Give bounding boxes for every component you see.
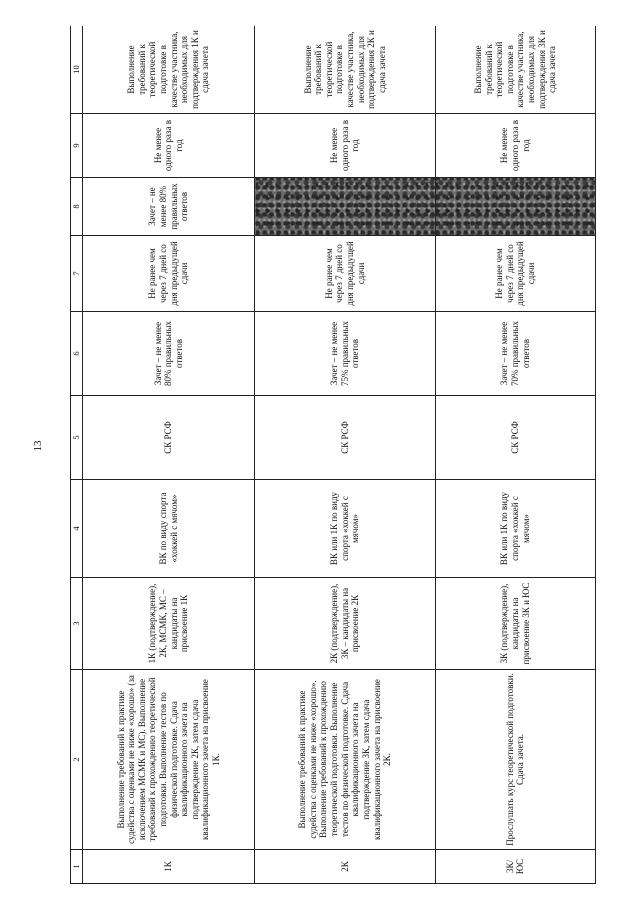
table-row — [83, 26, 255, 884]
candidates-cell: 3К (подтверждение), кандидаты на присвоение 3К и ЮС — [435, 578, 595, 670]
col-header-6: 6 — [71, 312, 83, 396]
candidates-cell: 2К (подтверждение), 3К – кандидаты на присвоение 2К — [255, 578, 435, 670]
practice-criteria-cell: Зачет – не менее 80% правильных ответов — [83, 178, 255, 236]
redacted-cell — [435, 178, 595, 236]
redacted-cell — [255, 178, 435, 236]
organizer-cell: СК РСФ — [255, 396, 435, 480]
conditions-cell: Выполнение требований к теоретической подготовке в качестве участника, необходимых для подтверждения 3К и сдача зачета — [435, 26, 595, 114]
requirements-table-container — [70, 26, 596, 884]
theory-criteria-cell: Зачет – не менее 80% правильных ответов — [83, 312, 255, 396]
requirements-table — [70, 26, 596, 884]
conditions-cell: Выполнение требований к теоретической подготовке в качестве участника, необходимых для подтверждения 2К и сдача зачета — [255, 26, 435, 114]
col-header-1: 1 — [71, 850, 83, 884]
table-row — [255, 26, 435, 884]
retake-cell: Не ранее чем через 7 дней со дня предыдущей сдачи — [83, 236, 255, 312]
requirements-cell: Прослушать курс теоретической подготовки. Сдача зачета. — [435, 670, 595, 850]
table-row — [435, 26, 595, 884]
col-header-10: 10 — [71, 26, 83, 114]
examiner-cell: ВК или 1К по виду спорта «хоккей с мячом» — [255, 480, 435, 578]
page-number: 13 — [32, 440, 44, 452]
examiner-cell: ВК по виду спорта «хоккей с мячом» — [83, 480, 255, 578]
theory-criteria-cell: Зачет – не менее 70% правильных ответов — [435, 312, 595, 396]
organizer-cell: СК РСФ — [83, 396, 255, 480]
requirements-cell: Выполнение требований к практике судейства с оценками не ниже «хорошо». Выполнение требований к прохождению теоретической подготовки. Выполнение тестов по физической подготовке. Сдача квалификационного зачета на подтверждение 3К, затем сдача квалификационного зачета на присвоение 2К. — [255, 670, 435, 850]
organizer-cell: СК РСФ — [435, 396, 595, 480]
frequency-cell: Не менее одного раза в год — [83, 114, 255, 178]
frequency-cell: Не менее одного раза в год — [435, 114, 595, 178]
col-header-3: 3 — [71, 578, 83, 670]
category-cell: 1К — [83, 850, 255, 884]
frequency-cell: Не менее одного раза в год — [255, 114, 435, 178]
rotated-table-frame — [70, 26, 596, 884]
retake-cell: Не ранее чем через 7 дней со дня предыдущей сдачи — [255, 236, 435, 312]
col-header-5: 5 — [71, 396, 83, 480]
col-header-7: 7 — [71, 236, 83, 312]
col-header-8: 8 — [71, 178, 83, 236]
column-number-row — [71, 26, 83, 884]
category-cell: 3К/ЮС — [435, 850, 595, 884]
category-cell: 2К — [255, 850, 435, 884]
col-header-4: 4 — [71, 480, 83, 578]
retake-cell: Не ранее чем через 7 дней со дня предыдущей сдачи — [435, 236, 595, 312]
requirements-cell: Выполнение требований к практике судейства с оценками не ниже «хорошо» (за исключением МСМК и МС). Выполнение требований к прохождению теоретической подготовки. Выполнение тестов по физической подготовке. Сдача квалификационного зачета на подтверждение 2К, затем сдача квалификационного зачета на присвоение 1К. — [83, 670, 255, 850]
examiner-cell: ВК или 1К по виду спорта «хоккей с мячом» — [435, 480, 595, 578]
theory-criteria-cell: Зачет – не менее 75% правильных ответов — [255, 312, 435, 396]
candidates-cell: 1К (подтверждение), 2К, МСМК, МС – кандидаты на присвоение 1К — [83, 578, 255, 670]
col-header-9: 9 — [71, 114, 83, 178]
col-header-2: 2 — [71, 670, 83, 850]
conditions-cell: Выполнение требований к теоретической подготовке в качестве участника, необходимых для подтверждения 1К и сдача зачета — [83, 26, 255, 114]
